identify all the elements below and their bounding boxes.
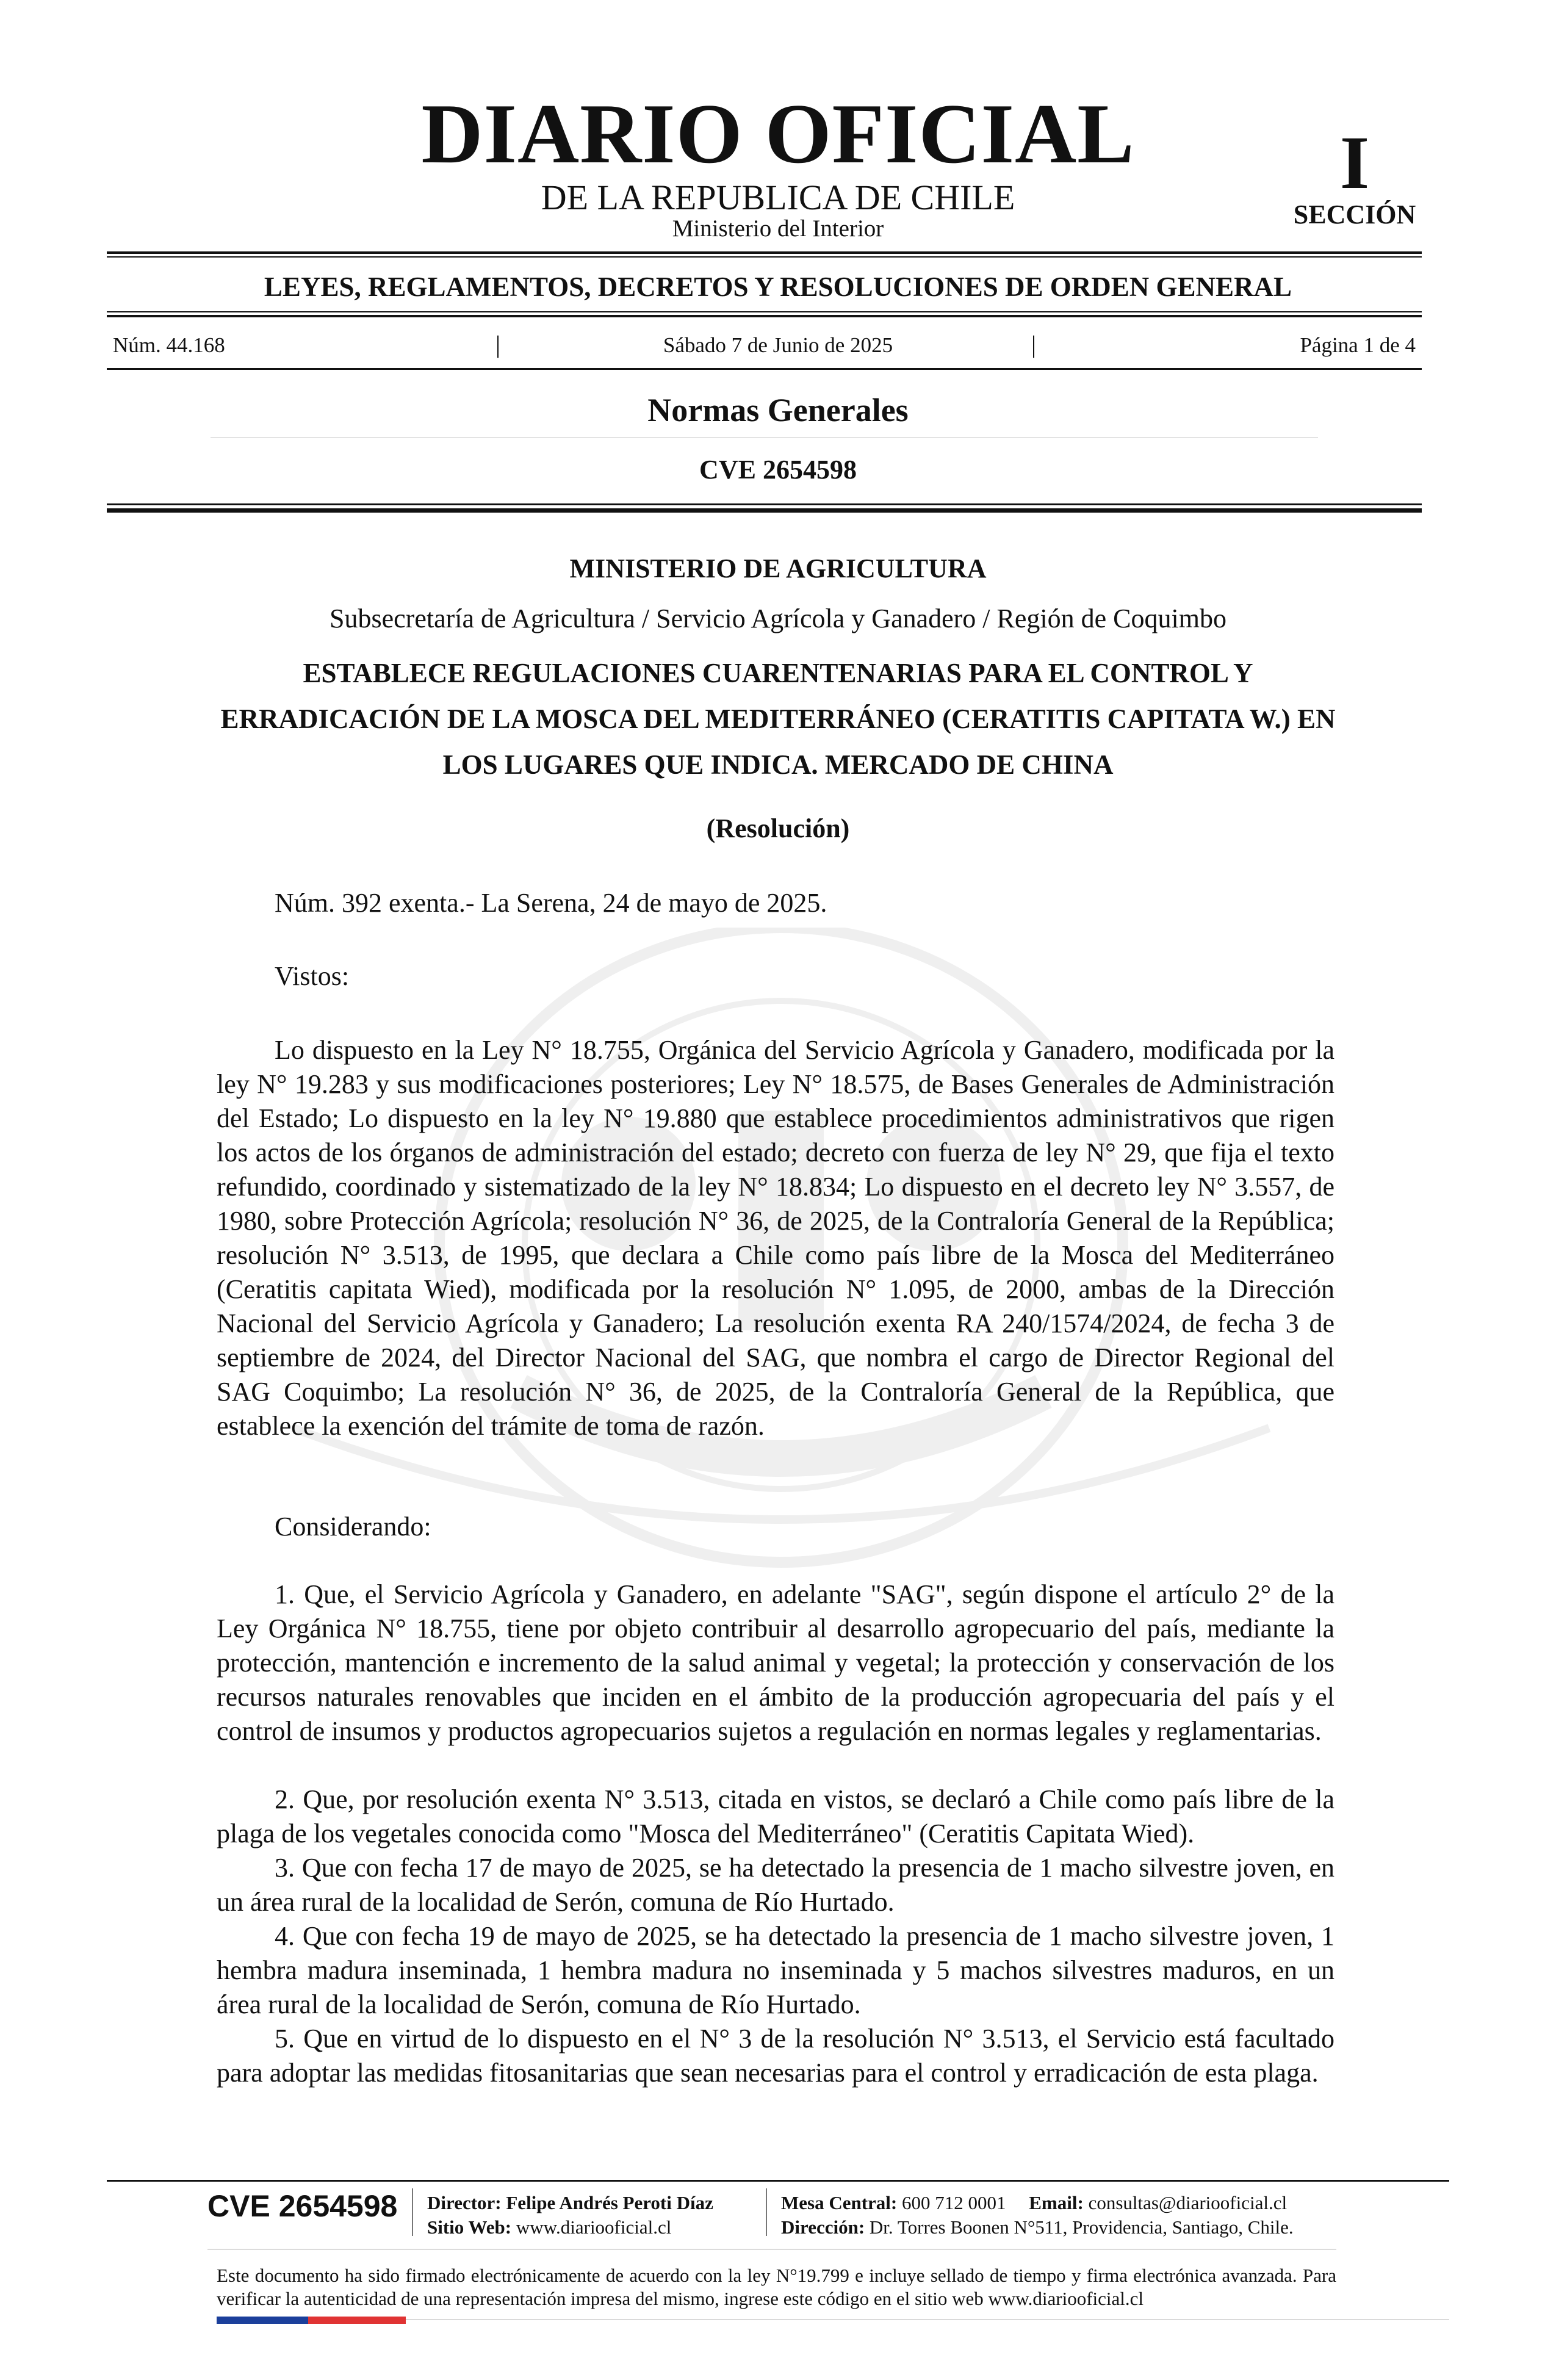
flag-stripe-blue	[217, 2317, 308, 2324]
masthead-rule-top-thin	[107, 256, 1422, 258]
newspaper-title: DIARIO OFICIAL	[421, 87, 1135, 181]
email-label: Email:	[1029, 2192, 1084, 2213]
email-link[interactable]: consultas@diariooficial.cl	[1088, 2192, 1288, 2213]
direccion-label: Dirección:	[781, 2216, 865, 2238]
footer-separator	[766, 2188, 767, 2236]
footer-contact	[781, 2191, 1287, 2215]
footer-rule-top	[107, 2180, 1449, 2182]
footer-web	[427, 2215, 671, 2240]
footer-separator	[412, 2188, 413, 2236]
footer-director	[427, 2191, 713, 2215]
document-type: (Resolución)	[706, 813, 850, 843]
footer-cve-code: CVE 2654598	[207, 2189, 398, 2223]
band-rule-bottom	[107, 311, 1422, 312]
vistos-paragraph: Lo dispuesto en la Ley N° 18.755, Orgánica del Servicio Agrícola y Ganadero, modificada por la ley N° 19.283 y sus modificaciones posteriores; Ley N° 18.575, de Bases Generales de Administración del Estado; Lo dispuesto en la ley N° 19.880 que establece procedimientos administrativos que rigen los actos de los órganos de administración del estado; decreto con fuerza de ley N° 29, que fija el texto refundido, coordinado y sistematizado de la ley N° 18.834; Lo dispuesto en el decreto ley N° 3.557, de 1980, sobre Protección Agrícola; resolución N° 36, de 2025, de la Contraloría General de la República; resolución N° 3.513, de 1995, que declara a Chile como país libre de la Mosca del Mediterráneo (Ceratitis capitata Wied), modificada por la resolución N° 1.095, de 2000, ambas de la Dirección Nacional del Servicio Agrícola y Ganadero; La resolución exenta RA 240/1574/2024, de fecha 3 de septiembre de 2024, del Director Nacional del SAG, que nombra el cargo de Director Regional del SAG Coquimbo; La resolución N° 36, de 2025, de la Contraloría General de la República, que establece la exención del trámite de toma de razón.	[217, 1035, 1334, 1441]
considerando-item: 5. Que en virtud de lo dispuesto en el N° 3 de la resolución N° 3.513, el Servicio está facultado para adoptar las medidas fitosanitarias que sean necesarias para el control y erradicación de esta plaga.	[217, 2024, 1334, 2088]
considerando-item: 2. Que, por resolución exenta N° 3.513, citada en vistos, se declaró a Chile como país libre de la plaga de los vegetales conocida como "Mosca del Mediterráneo" (Ceratitis Capitata Wied).	[217, 1784, 1334, 1848]
mesa-value: 600 712 0001	[902, 2192, 1006, 2213]
issue-date: Sábado 7 de Junio de 2025	[663, 333, 893, 357]
newspaper-ministry: Ministerio del Interior	[672, 215, 884, 242]
issue-number: Núm. 44.168	[113, 333, 225, 357]
page-indicator: Página 1 de 4	[1300, 333, 1416, 357]
document-subsecretaria: Subsecretaría de Agricultura / Servicio Agrícola y Ganadero / Región de Coquimbo	[330, 604, 1226, 633]
footer-address	[781, 2215, 1294, 2240]
info-separator: |	[495, 331, 501, 358]
considerando-item: 4. Que con fecha 19 de mayo de 2025, se ha detectado la presencia de 1 macho silvestre joven, 1 hembra madura inseminada, 1 hembra madura no inseminada y 5 machos silvestres maduros, en un área rural de la localidad de Serón, comuna de Río Hurtado.	[217, 1921, 1334, 2019]
director-label: Director:	[427, 2192, 502, 2213]
info-rule	[107, 368, 1422, 370]
document-title: ESTABLECE REGULACIONES CUARENTENARIAS PARA EL CONTROL Y ERRADICACIÓN DE LA MOSCA DEL MEDITERRÁNEO (CERATITIS CAPITATA W.) EN LOS LUGARES QUE INDICA. MERCADO DE CHINA	[220, 658, 1336, 780]
vistos-label: Vistos:	[275, 961, 350, 991]
section-number: I	[1339, 121, 1370, 204]
considerando-label: Considerando:	[275, 1512, 431, 1542]
masthead-rule-top	[107, 251, 1422, 254]
considerando-item: 1. Que, el Servicio Agrícola y Ganadero, en adelante "SAG", según dispone el artículo 2° de la Ley Orgánica N° 18.755, tiene por objeto contribuir al desarrollo agropecuario del país, mediante la protección, mantención e incremento de la salud animal y vegetal; la protección y conservación de los recursos naturales renovables que inciden en el ámbito de la producción agropecuaria del país y el control de insumos y productos agropecuarios sujetos a regulación en normas legales y reglamentarias.	[217, 1579, 1334, 1746]
info-separator: |	[1031, 331, 1037, 358]
section-band: LEYES, REGLAMENTOS, DECRETOS Y RESOLUCIONES DE ORDEN GENERAL	[264, 272, 1292, 302]
web-label: Sitio Web:	[427, 2216, 512, 2238]
flag-stripe-red	[308, 2317, 406, 2324]
cve-code: CVE 2654598	[699, 455, 857, 485]
direccion-value: Dr. Torres Boonen N°511, Providencia, Santiago, Chile.	[869, 2216, 1294, 2238]
mesa-label: Mesa Central:	[781, 2192, 898, 2213]
considerando-item: 3. Que con fecha 17 de mayo de 2025, se ha detectado la presencia de 1 macho silvestre joven, en un área rural de la localidad de Serón, comuna de Río Hurtado.	[217, 1853, 1334, 1917]
newspaper-subtitle: DE LA REPUBLICA DE CHILE	[541, 178, 1015, 217]
legal-notice: Este documento ha sido firmado electrónicamente de acuerdo con la ley N°19.799 e incluye sellado de tiempo y firma electrónica avanzada. Para verificar la autenticidad de una representación impresa del mismo, ingrese este código en el sitio web www.diariooficial.cl	[217, 2265, 1336, 2309]
resolution-number: Núm. 392 exenta.- La Serena, 24 de mayo de 2025.	[275, 888, 827, 918]
web-link[interactable]: www.diariooficial.cl	[516, 2216, 672, 2238]
section-label: SECCIÓN	[1293, 200, 1416, 229]
section-heading: Normas Generales	[647, 392, 909, 428]
cve-rule-2	[107, 508, 1422, 513]
band-rule-bottom-thick	[107, 315, 1422, 317]
cve-rule-1	[107, 503, 1422, 505]
director-name: Felipe Andrés Peroti Díaz	[506, 2192, 713, 2213]
document-ministry: MINISTERIO DE AGRICULTURA	[569, 554, 987, 583]
